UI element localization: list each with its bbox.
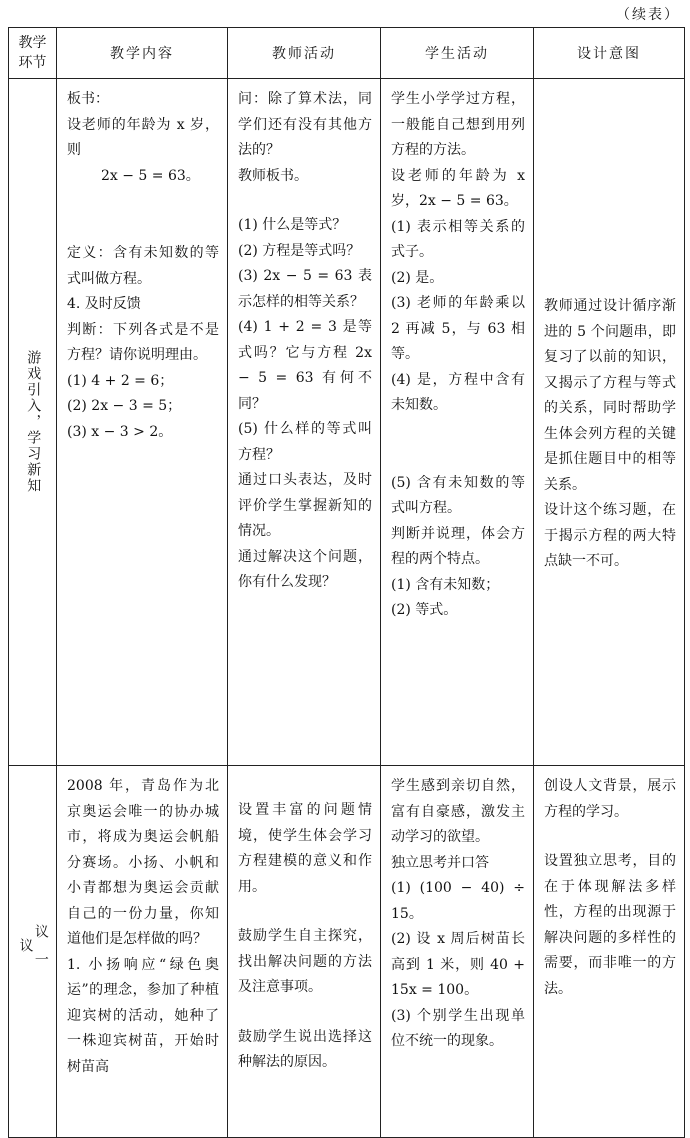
table-continued-caption: （续表） <box>616 7 680 23</box>
stage-cell <box>9 766 57 1138</box>
intent-line: 创设人文背景，展示方程的学习。 <box>544 778 676 820</box>
content-line: (3) x − 3 > 2。 <box>67 423 173 440</box>
student-line: (2) 设 x 周后树苗长高到 1 米，则 40 + 15x = 100。 <box>391 931 525 998</box>
header-teacher: 教师活动 <box>228 28 381 79</box>
content-cell <box>57 79 228 766</box>
intent-cell <box>534 766 685 1138</box>
lesson-plan-table <box>8 27 685 1138</box>
header-intent: 设计意图 <box>534 28 685 79</box>
teacher-line: 鼓励学生说出选择这种解法的原因。 <box>238 1028 372 1070</box>
teacher-line: 通过口头表达，及时评价学生掌握新知的情况。 <box>238 472 372 539</box>
teacher-cell <box>228 766 381 1138</box>
student-line: 学生小学学过方程，一般能自己想到用列方程的方法。 <box>391 91 525 158</box>
content-cell <box>57 766 228 1138</box>
teacher-line: 通过解决这个问题，你有什么发现？ <box>238 548 372 590</box>
content-line: 1. 小扬响应“绿色奥运”的理念，参加了种植迎宾树的活动，她种了一株迎宾树苗，开始时树苗高 <box>67 956 219 1075</box>
header-student: 学生活动 <box>381 28 534 79</box>
table-header-row <box>9 28 685 79</box>
intent-line: 设计这个练习题，在于揭示方程的两大特点缺一不可。 <box>544 502 676 569</box>
content-line: 2008 年，青岛作为北京奥运会唯一的协办城市，将成为奥运会帆船分赛场。小扬、小帆和小青都想为奥运会贡献自己的一份力量，你知道他们是怎样做的吗？ <box>67 778 219 947</box>
content-line: 定义：含有未知数的等式叫做方程。 <box>67 245 219 287</box>
intent-cell <box>534 79 685 766</box>
equation-line: 2x − 5 = 63。 <box>101 167 200 184</box>
student-line: (3) 老师的年龄乘以 2 再减 5，与 63 相等。 <box>391 295 525 362</box>
intent-line: 设置独立思考，目的在于体现解法多样性，方程的出现源于解决问题的多样性的需要，而非唯一的方法。 <box>544 853 676 997</box>
header-content: 教学内容 <box>57 28 228 79</box>
content-line: (1) 4 + 2 = 6； <box>67 372 174 389</box>
content-line: (2) 2x − 3 = 5； <box>67 398 182 414</box>
student-line: (1) 含有未知数； <box>391 576 500 593</box>
teacher-line: 教师板书。 <box>238 167 308 184</box>
teacher-line: 设置丰富的问题情境，使学生体会学习方程建模的意义和作用。 <box>238 802 372 895</box>
teacher-line: 问：除了算术法，同学们还有没有其他方法的？ <box>238 91 372 158</box>
teacher-line: (5) 什么样的等式叫方程？ <box>238 421 372 463</box>
student-line: 学生感到亲切自然，富有自豪感，激发主动学习的欲望。 <box>391 778 525 845</box>
table-row <box>9 79 685 766</box>
teacher-line: (3) 2x − 5 = 63 表示怎样的相等关系？ <box>238 268 372 310</box>
student-line: (5) 含有未知数的等式叫方程。 <box>391 474 525 516</box>
stage-label: 议一议 <box>17 923 49 980</box>
teacher-cell <box>228 79 381 766</box>
teacher-line: (1) 什么是等式？ <box>238 217 347 233</box>
stage-cell <box>9 79 57 766</box>
stage-label: 游戏引入，学习新知 <box>25 350 42 494</box>
student-line: (1) (100 − 40) ÷ 15。 <box>391 880 525 922</box>
teacher-line: (4) 1 + 2 = 3 是等式吗？它与方程 2x − 5 = 63 有何不同？ <box>238 319 372 412</box>
content-line: 设老师的年龄为 x 岁，则 <box>67 116 219 158</box>
student-line: (3) 个别学生出现单位不统一的现象。 <box>391 1007 525 1049</box>
teacher-line: (2) 方程是等式吗？ <box>238 242 361 259</box>
student-line: (1) 表示相等关系的式子。 <box>391 218 525 260</box>
header-stage-label: 教学环节 <box>18 35 47 71</box>
student-cell <box>381 79 534 766</box>
teacher-line: 鼓励学生自主探究，找出解决问题的方法及注意事项。 <box>238 928 372 995</box>
content-line: 4. 及时反馈 <box>67 296 141 312</box>
student-line: (4) 是，方程中含有未知数。 <box>391 371 525 413</box>
student-cell <box>381 766 534 1138</box>
intent-line: 教师通过设计循序渐进的 5 个问题串，即复习了以前的知识，又揭示了方程与等式的关系，同时帮助学生体会列方程的关键是抓住题目中的相等关系。 <box>544 298 676 493</box>
student-line: (2) 等式。 <box>391 602 458 618</box>
student-line: (2) 是。 <box>391 269 444 286</box>
student-line: 设老师的年龄为 x 岁，2x − 5 = 63。 <box>391 167 525 209</box>
student-line: 判断并说理，体会方程的两个特点。 <box>391 525 525 567</box>
header-stage <box>9 28 57 79</box>
content-line: 板书： <box>67 91 109 107</box>
student-line: 独立思考并口答 <box>391 854 489 871</box>
table-row <box>9 766 685 1138</box>
content-line: 判断：下列各式是不是方程？请你说明理由。 <box>67 321 219 363</box>
